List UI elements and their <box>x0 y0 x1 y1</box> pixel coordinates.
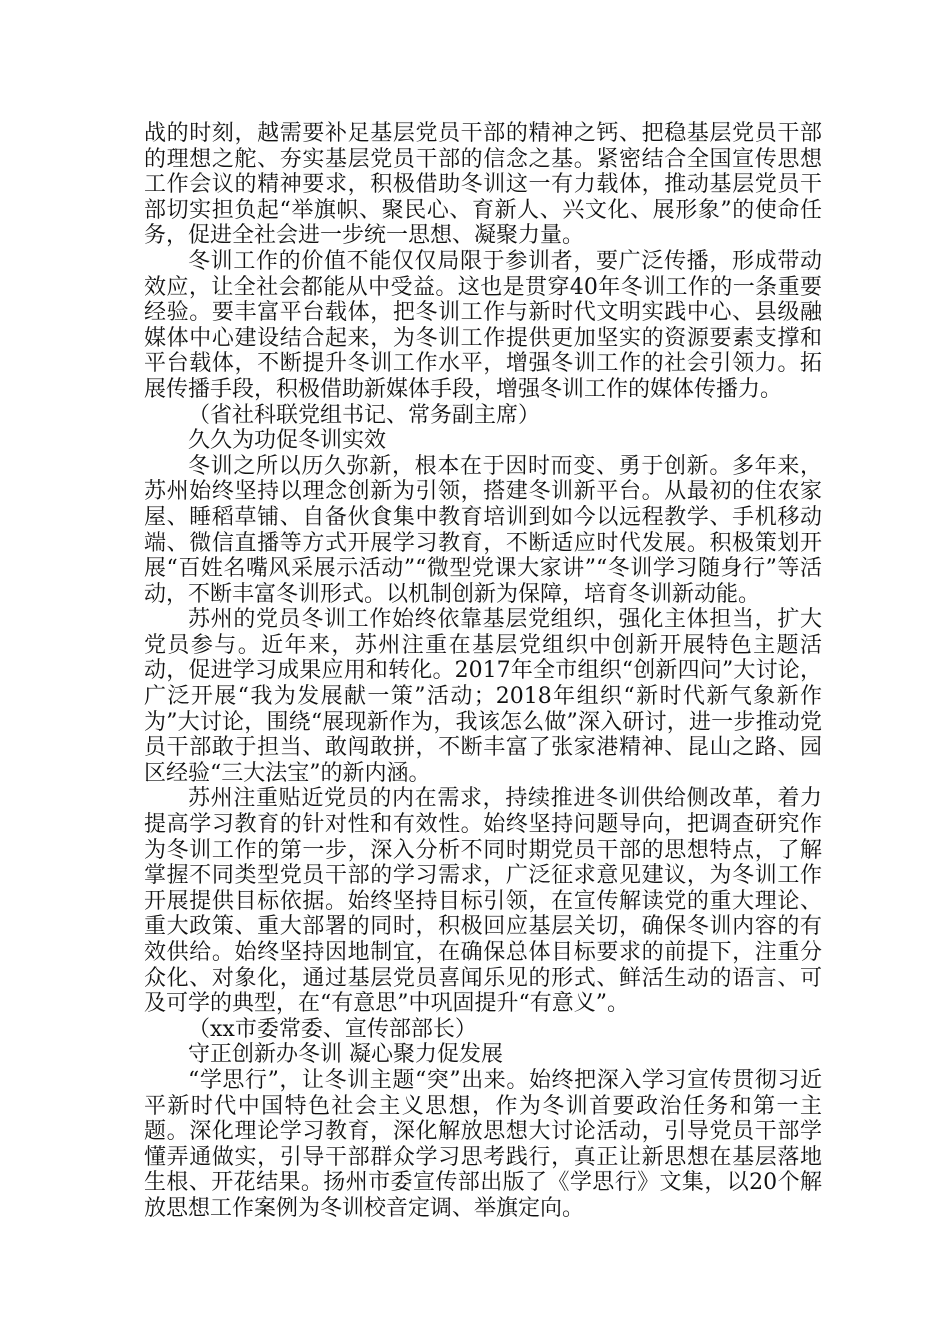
paragraph: 苏州的党员冬训工作始终依靠基层党组织，强化主体担当，扩大党员参与。近年来，苏州注重在基层党组织中创新开展特色主题活动，促进学习成果应用和转化。2017年全市组织“创新四问”大讨论，广泛开展“我为发展献一策”活动；2018年组织“新时代新气象新作为”大讨论，围绕“展现新作为，我该怎么做”深入研讨，进一步推动党员干部敢于担当、敢闯敢拼，不断丰富了张家港精神、昆山之路、园区经验“三大法宝”的新内涵。 <box>144 607 822 786</box>
paragraph: 冬训工作的价值不能仅仅局限于参训者，要广泛传播，形成带动效应，让全社会都能从中受益。这也是贯穿40年冬训工作的一条重要经验。要丰富平台载体，把冬训工作与新时代文明实践中心、县级融媒体中心建设结合起来，为冬训工作提供更加坚实的资源要素支撑和平台载体，不断提升冬训工作水平，增强冬训工作的社会引领力。拓展传播手段，积极借助新媒体手段，增强冬训工作的媒体传播力。 <box>144 248 822 402</box>
paragraph: 苏州注重贴近党员的内在需求，持续推进冬训供给侧改革，着力提高学习教育的针对性和有效性。始终坚持问题导向，把调查研究作为冬训工作的第一步，深入分析不同时期党员干部的思想特点，了解掌握不同类型党员干部的学习需求，广泛征求意见建议，为冬训工作开展提供目标依据。始终坚持目标引领，在宣传解读党的重大理论、重大政策、重大部署的同时，积极回应基层关切，确保冬训内容的有效供给。始终坚持因地制宜，在确保总体目标要求的前提下，注重分众化、对象化，通过基层党员喜闻乐见的形式、鲜活生动的语言、可及可学的典型，在“有意思”中巩固提升“有意义”。 <box>144 786 822 1017</box>
author-attribution: （省社科联党组书记、常务副主席） <box>188 402 541 428</box>
section-heading: 守正创新办冬训 凝心聚力促发展 <box>188 1042 503 1068</box>
author-attribution: （xx市委常委、宣传部部长） <box>188 1016 477 1042</box>
document-page <box>144 121 822 1222</box>
section-heading: 久久为功促冬训实效 <box>188 428 387 454</box>
paragraph-continued: 战的时刻，越需要补足基层党员干部的精神之钙、把稳基层党员干部的理想之舵、夯实基层党员干部的信念之基。紧密结合全国宣传思想工作会议的精神要求，积极借助冬训这一有力载体，推动基层党员干部切实担负起“举旗帜、聚民心、育新人、兴文化、展形象”的使命任务，促进全社会进一步统一思想、凝聚力量。 <box>144 121 822 249</box>
paragraph: 冬训之所以历久弥新，根本在于因时而变、勇于创新。多年来，苏州始终坚持以理念创新为引领，搭建冬训新平台。从最初的住农家屋、睡稻草铺、自备伙食集中教育培训到如今以远程教学、手机移动端、微信直播等方式开展学习教育，不断适应时代发展。积极策划开展“百姓名嘴风采展示活动”“微型党课大家讲”“冬训学习随身行”等活动，不断丰富冬训形式。以机制创新为保障，培育冬训新动能。 <box>144 453 822 607</box>
paragraph: “学思行”，让冬训主题“突”出来。始终把深入学习宣传贯彻习近平新时代中国特色社会主义思想，作为冬训首要政治任务和第一主题。深化理论学习教育，深化解放思想大讨论活动，引导党员干部学懂弄通做实，引导干部群众学习思考践行，真正让新思想在基层落地生根、开花结果。扬州市委宣传部出版了《学思行》文集，以20个解放思想工作案例为冬训校音定调、举旗定向。 <box>144 1067 822 1221</box>
